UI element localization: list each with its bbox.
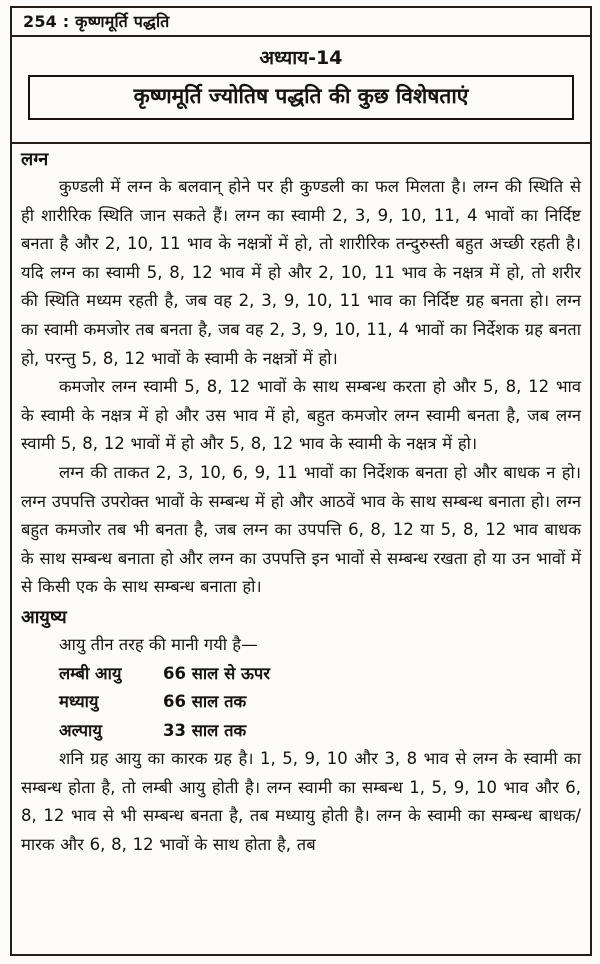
running-header: 254 : कृष्णमूर्ति पद्धति bbox=[23, 12, 170, 31]
lagna-paragraph-3: लग्न की ताकत 2, 3, 10, 6, 9, 11 भावों का निर्देशक बनता हो और बाधक न हो। लग्न उपपत्ति उपरोक्त भावों के सम्बन्ध में हो और आठवें भाव के साथ सम्बन्ध बनाता हो। लग्न बहुत कमजोर तब भी बनता है, जब लग्न का उपपत्ति 6, 8, 12 या 5, 8, 12 भाव बाधक के साथ सम्बन्ध बनाता हो और लग्न का उपपत्ति इन भावों से सम्बन्ध रखता हो या उन भावों में से किसी एक के साथ सम्बन्ध बनाता हो। bbox=[21, 462, 581, 597]
table-row bbox=[21, 688, 581, 717]
age-intro-line: आयु तीन तरह की मानी गयी है— bbox=[59, 634, 258, 654]
section-heading-lagna: लग्न bbox=[21, 149, 49, 170]
title-box bbox=[28, 75, 574, 120]
age-row-value: 33 साल तक bbox=[163, 720, 247, 740]
lagna-paragraph-1: कुण्डली में लग्न के बलवान् होने पर ही कुण्डली का फल मिलता है। लग्न की स्थिति से ही शारीरिक स्थिति जान सकते हैं। लग्न का स्वामी 2, 3, 9, 10, 11, 4 भावों का निर्दिष्ट बनता है और 2, 10, 11 भाव के नक्षत्रों में हो, तो शारीरिक तन्दुरुस्ती बहुत अच्छी रहती है। यदि लग्न का स्वामी 5, 8, 12 भाव में हो और 2, 10, 11 भाव के नक्षत्र में हो, तो शरीर की स्थिति मध्यम रहती है, जब वह 2, 3, 9, 10, 11 भाव का निर्दिष्ट ग्रह बनता हो। लग्न का स्वामी कमजोर तब बनता है, जब वह 2, 3, 9, 10, 11, 4 भावों का निर्देशक ग्रह बनता हो, परन्तु 5, 8, 12 भावों के स्वामी के नक्षत्रों में हो। bbox=[21, 177, 581, 368]
age-table bbox=[21, 660, 581, 746]
title-rule bbox=[12, 142, 590, 144]
table-row bbox=[21, 717, 581, 746]
age-row-value: 66 साल से ऊपर bbox=[163, 663, 271, 683]
table-row bbox=[21, 660, 581, 689]
age-row-value: 66 साल तक bbox=[163, 692, 247, 712]
age-row-label: मध्यायु bbox=[59, 692, 99, 712]
header-rule bbox=[12, 35, 590, 37]
age-row-label: लम्बी आयु bbox=[59, 663, 122, 683]
lagna-paragraph-2: कमजोर लग्न स्वामी 5, 8, 12 भावों के साथ सम्बन्ध करता हो और 5, 8, 12 भाव के स्वामी के नक्षत्र में हो और उस भाव में हो, बहुत कमजोर लग्न स्वामी बनता है, जब लग्न स्वामी 5, 8, 12 भावों में हो और 5, 8, 12 भाव के स्वामी के नक्षत्र में हो। bbox=[21, 377, 581, 454]
ayushya-paragraph-1: शनि ग्रह आयु का कारक ग्रह है। 1, 5, 9, 10 और 3, 8 भाव से लग्न के स्वामी का सम्बन्ध होता है, तो लम्बी आयु होती है। लग्न स्वामी का सम्बन्ध 1, 5, 9, 10 भाव और 6, 8, 12 भाव से भी सम्बन्ध बनता है, तब मध्यायु होती है। लग्न के स्वामी का सम्बन्ध बाधक/मारक और 6, 8, 12 भावों के साथ होता है, तब bbox=[21, 749, 581, 855]
section-heading-ayushya: आयुष्य bbox=[21, 606, 67, 628]
page-content bbox=[12, 8, 590, 954]
age-row-label: अल्पायु bbox=[59, 720, 102, 740]
page-title: कृष्णमूर्ति ज्योतिष पद्धति की कुछ विशेषताएं bbox=[133, 84, 469, 108]
chapter-heading: अध्याय-14 bbox=[259, 47, 343, 69]
